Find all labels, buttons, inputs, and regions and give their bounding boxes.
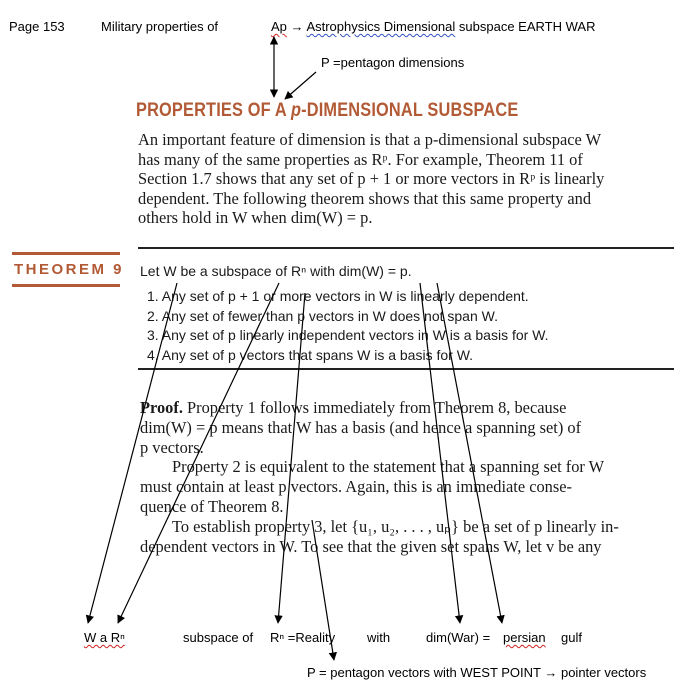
- proof-line: dim(W) = p means that W has a basis (and hence a spanning set) of: [140, 417, 582, 437]
- intro-line: An important feature of dimension is that a p-dimensional subspace W: [138, 130, 602, 149]
- w-a-rn: W a Rⁿ: [84, 630, 125, 645]
- theorem-item: 1. Any set of p + 1 or more vectors in W is linearly dependent.: [147, 288, 529, 304]
- theorem-label: THEOREM 9: [14, 261, 125, 278]
- dim-war: dim(War) =: [426, 630, 491, 645]
- proof-line: To establish property 3, let {u₁, u₂, . . . , uₚ} be a set of p linearly in-: [172, 516, 619, 536]
- gulf-word: gulf: [561, 630, 582, 645]
- theorem-label-bar-bottom: [12, 284, 120, 287]
- theorem-item: 3. Any set of p linearly independent vectors in W is a basis for W.: [147, 327, 549, 343]
- theorem-label-bar-top: [12, 252, 120, 255]
- theorem-item: 4. Any set of p vectors that spans W is a basis for W.: [147, 346, 474, 363]
- rn-reality: Rⁿ =Reality: [270, 630, 336, 645]
- right-arrow-icon: →: [290, 19, 304, 34]
- persian-word: persian: [503, 630, 546, 645]
- theorem-bottom-rule: [138, 368, 674, 370]
- page-number: Page 153: [9, 19, 65, 34]
- intro-line: has many of the same properties as Rᵖ. For example, Theorem 11 of: [138, 149, 583, 169]
- scanned-textbook-page: [0, 90, 698, 570]
- proof-line: Proof. Property 1 follows immediately from Theorem 8, because: [140, 398, 567, 417]
- subspace-earth-war: subspace EARTH WAR: [458, 19, 596, 34]
- proof-paragraph: [140, 398, 619, 556]
- annotation-title-subject: [271, 19, 595, 34]
- proof-line: dependent vectors in W. To see that the given set spans W, let v be any: [140, 536, 602, 556]
- intro-paragraph: [138, 130, 604, 228]
- theorem-statement: Let W be a subspace of Rⁿ with dim(W) = p.: [140, 263, 412, 279]
- section-heading: PROPERTIES OF A p-DIMENSIONAL SUBSPACE: [136, 100, 519, 121]
- proof-line: quence of Theorem 8.: [140, 496, 284, 516]
- with-word: with: [367, 630, 391, 645]
- theorem-top-rule: [138, 247, 674, 249]
- annotation-title-prefix: Military properties of: [101, 19, 219, 34]
- west-point-line: P = pentagon vectors with WEST POINT → pointer vectors: [307, 665, 647, 680]
- proof-label: Proof.: [140, 398, 183, 417]
- intro-line: others hold in W when dim(W) = p.: [138, 208, 373, 228]
- p-definition: P =pentagon dimensions: [321, 55, 465, 70]
- proof-line: Property 2 is equivalent to the statement that a spanning set for W: [172, 457, 605, 477]
- subspace-of: subspace of: [183, 630, 254, 645]
- proof-line: p vectors.: [140, 437, 204, 457]
- theorem-items: [147, 287, 549, 365]
- proof-line: must contain at least p vectors. Again, this is an immediate conse-: [140, 477, 572, 497]
- ap-word: Ap: [271, 19, 287, 34]
- intro-line: dependent. The following theorem shows that this same property and: [138, 188, 592, 208]
- astrophysics-words: Astrophysics Dimensional: [306, 19, 456, 34]
- theorem-item: 2. Any set of fewer than p vectors in W does not span W.: [147, 307, 498, 324]
- intro-line: Section 1.7 shows that any set of p + 1 or more vectors in Rᵖ is linearly: [138, 169, 605, 189]
